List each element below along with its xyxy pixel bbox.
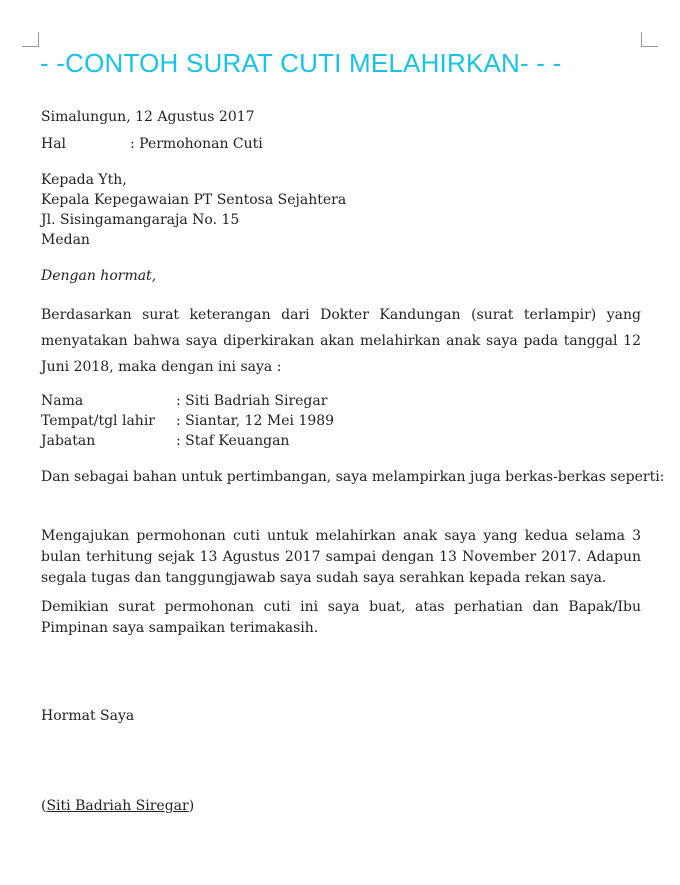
- paragraph-attachments: Dan sebagai bahan untuk pertimbangan, saya melampirkan juga berkas-berkas seperti:: [41, 469, 665, 485]
- signature-name: Siti Badriah Siregar: [46, 798, 189, 814]
- paragraph-closing: Demikian surat permohonan cuti ini saya buat, atas perhatian dan Bapak/Ibu Pimpinan saya sampaikan terimakasih.: [41, 599, 641, 636]
- recipient-line-4: Medan: [41, 232, 90, 248]
- signature-block: [41, 797, 194, 816]
- identity-row-name: [41, 392, 327, 411]
- recipient-line-1: Kepada Yth,: [41, 172, 127, 188]
- identity-birth-value: : Siantar, 12 Mei 1989: [176, 413, 335, 429]
- signature-close-paren: ): [188, 798, 195, 814]
- page-corner-mark-top-left: [22, 32, 39, 47]
- identity-row-position: [41, 432, 289, 451]
- identity-birth-label: Tempat/tgl lahir: [41, 413, 155, 429]
- page-corner-mark-top-right: [641, 32, 658, 47]
- recipient-line-2: Kepala Kepegawaian PT Sentosa Sejahtera: [41, 192, 347, 208]
- recipient-line-3: Jl. Sisingamangaraja No. 15: [41, 212, 240, 228]
- document-title: - -CONTOH SURAT CUTI MELAHIRKAN- - -: [40, 48, 562, 78]
- identity-position-value: : Staf Keuangan: [176, 433, 290, 449]
- subject-label: Hal: [41, 136, 67, 152]
- identity-position-label: Jabatan: [41, 433, 96, 449]
- paragraph-opening: Berdasarkan surat keterangan dari Dokter Kandungan (surat terlampir) yang menyatakan bahwa saya diperkirakan akan melahirkan anak saya pada tanggal 12 Juni 2018, maka dengan ini saya :: [41, 307, 641, 375]
- signature-open-paren: (: [41, 798, 47, 814]
- closing-salutation: Hormat Saya: [41, 708, 135, 724]
- paragraph-request: Mengajukan permohonan cuti untuk melahirkan anak saya yang kedua selama 3 bulan terhitung sejak 13 Agustus 2017 sampai dengan 13 November 2017. Adapun segala tugas dan tanggungjawab saya sudah saya serahkan kepada rekan saya.: [41, 528, 641, 586]
- subject-value: : Permohonan Cuti: [130, 136, 263, 152]
- identity-row-birth: [41, 412, 334, 431]
- identity-name-value: : Siti Badriah Siregar: [176, 393, 328, 409]
- greeting: Dengan hormat,: [41, 268, 157, 284]
- identity-name-label: Nama: [41, 393, 84, 409]
- subject-line: [41, 135, 263, 154]
- place-date: Simalungun, 12 Agustus 2017: [41, 109, 255, 125]
